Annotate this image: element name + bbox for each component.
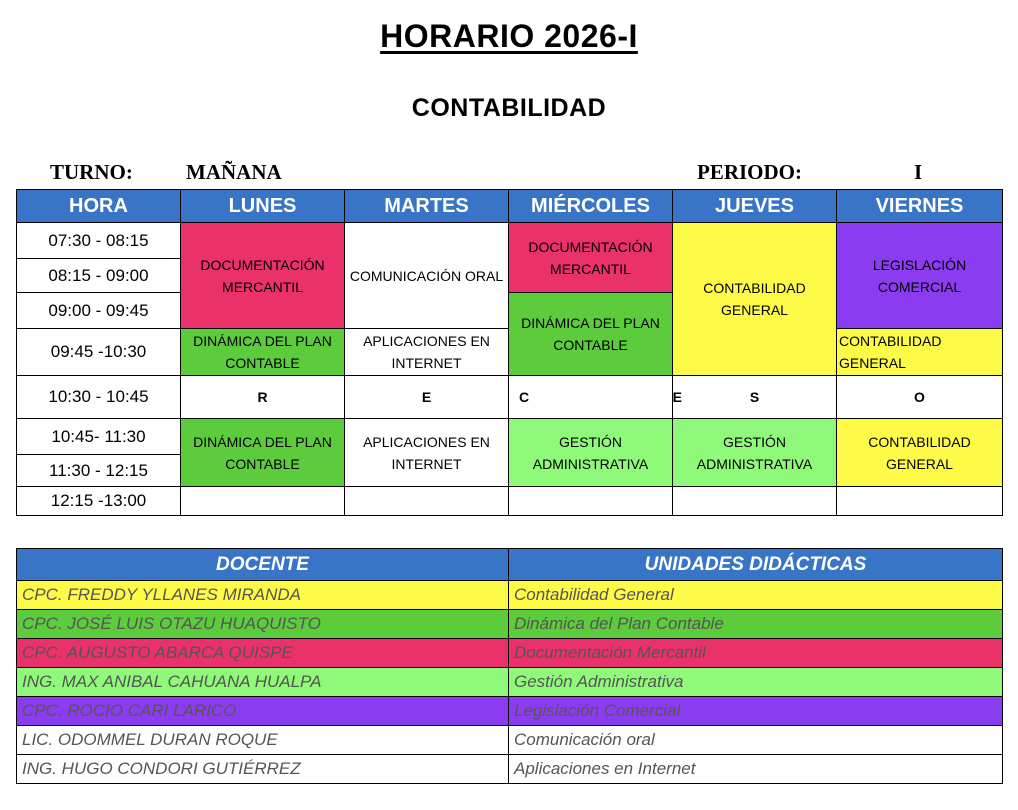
turno-value: MAÑANA [186,160,282,184]
legend-docente: CPC. ROCIO CARI LARICO [17,697,509,726]
periodo-label: PERIODO: [697,160,802,184]
recess-letter: E [345,376,509,419]
class-cell-line: CONTABILIDAD [703,280,806,296]
class-cell-miercoles-dinamica [509,293,673,376]
legend-row [17,639,1003,668]
empty-cell [345,487,509,516]
schedule-row [17,487,1003,516]
hour-cell: 09:00 - 09:45 [17,293,181,329]
class-cell-jueves-gestion [673,419,837,487]
class-cell-line: APLICACIONES EN [363,333,490,349]
recess-letter: S [673,376,837,419]
header-martes: MARTES [345,190,509,223]
class-cell-line: COMERCIAL [877,278,962,295]
class-cell-line: ADMINISTRATIVA [696,455,813,472]
class-cell-line: GESTIÓN [558,433,622,450]
class-cell-line: MERCANTIL [550,260,631,277]
legend-header-row [17,549,1003,581]
recess-letter: O [837,376,1003,419]
class-cell-line: GESTIÓN [722,433,786,450]
header-lunes: LUNES [181,190,345,223]
recess-row [17,376,1003,419]
header-unidades: UNIDADES DIDÁCTICAS [509,549,1003,581]
class-cell-lunes-documentacion [181,223,345,329]
empty-cell [509,487,673,516]
schedule-header-row [17,190,1003,223]
legend-unidad: Gestión Administrativa [509,668,1003,697]
periodo-value: I [914,160,923,184]
class-cell-viernes-legislacion [837,223,1003,329]
hour-cell: 08:15 - 09:00 [17,259,181,293]
empty-cell [837,487,1003,516]
legend-unidad: Dinámica del Plan Contable [509,610,1003,639]
hour-cell: 11:30 - 12:15 [17,455,181,487]
class-cell-miercoles-documentacion [509,223,673,293]
class-cell-line: APLICACIONES EN [363,433,490,450]
class-cell-line: DINÁMICA DEL PLAN [193,333,332,349]
legend-row [17,697,1003,726]
class-cell-line: DOCUMENTACIÓN [200,256,325,273]
class-cell-line: MERCANTIL [222,278,303,295]
legend-docente: LIC. ODOMMEL DURAN ROQUE [17,726,509,755]
class-cell-line: INTERNET [391,355,462,371]
class-cell-viernes-contabilidad [837,329,1003,376]
class-cell-line: CONTABILIDAD [839,333,942,349]
hour-cell: 09:45 -10:30 [17,329,181,376]
schedule-row [17,223,1003,259]
recess-letter-group [509,376,682,419]
header-miercoles: MIÉRCOLES [509,190,673,223]
hour-cell: 12:15 -13:00 [17,487,181,516]
header-jueves: JUEVES [673,190,837,223]
hour-cell: 10:30 - 10:45 [17,376,181,419]
class-cell-line: INTERNET [391,455,462,472]
class-cell-lunes-dinamica-2 [181,419,345,487]
legend-unidad: Aplicaciones en Internet [509,755,1003,784]
schedule-row [17,419,1003,455]
turno-label: TURNO: [50,160,133,184]
class-cell-line: DINÁMICA DEL PLAN [521,315,660,331]
legend-row [17,610,1003,639]
class-cell-line: CONTABLE [225,355,300,371]
page-subtitle: CONTABILIDAD [411,94,607,122]
class-cell-jueves-contabilidad [673,223,837,376]
legend-row [17,668,1003,697]
hour-cell: 07:30 - 08:15 [17,223,181,259]
class-cell-line: CONTABLE [553,337,628,353]
legend-docente: ING. HUGO CONDORI GUTIÉRREZ [17,755,509,784]
legend-unidad: Legislación Comercial [509,697,1003,726]
recess-letter: R [181,376,345,419]
legend-docente: CPC. JOSÉ LUIS OTAZU HUAQUISTO [17,610,509,639]
empty-cell [673,487,837,516]
legend-unidad: Documentación Mercantil [509,639,1003,668]
class-cell-martes-aplicaciones [345,329,509,376]
class-cell-line: ADMINISTRATIVA [532,455,649,472]
class-cell-martes-comunicacion: COMUNICACIÓN ORAL [345,223,509,329]
header-viernes: VIERNES [837,190,1003,223]
legend-unidad: Comunicación oral [509,726,1003,755]
class-cell-viernes-contabilidad-2 [837,419,1003,487]
recess-letter: C [519,389,530,405]
class-cell-miercoles-gestion [509,419,673,487]
class-cell-line: GENERAL [839,355,906,371]
legend-row [17,581,1003,610]
header-docente: DOCENTE [17,549,509,581]
class-cell-line: GENERAL [721,302,788,318]
class-cell-line: LEGISLACIÓN [872,256,967,273]
schedule-table [16,189,1003,516]
legend-row [17,726,1003,755]
legend-docente: CPC. AUGUSTO ABARCA QUISPE [17,639,509,668]
legend-row [17,755,1003,784]
class-cell-martes-aplicaciones-2 [345,419,509,487]
class-cell-line: CONTABILIDAD [868,433,971,450]
class-cell-lunes-dinamica [181,329,345,376]
legend-unidad: Contabilidad General [509,581,1003,610]
page-title: HORARIO 2026-I [380,18,638,54]
legend-docente: ING. MAX ANIBAL CAHUANA HUALPA [17,668,509,697]
legend-table [16,548,1003,784]
empty-cell [181,487,345,516]
class-cell-line: DINÁMICA DEL PLAN [193,433,332,450]
header-hora: HORA [17,190,181,223]
class-cell-line: GENERAL [886,455,953,472]
recess-letter: E [672,389,682,405]
legend-docente: CPC. FREDDY YLLANES MIRANDA [17,581,509,610]
class-cell-line: CONTABLE [225,455,300,472]
hour-cell: 10:45- 11:30 [17,419,181,455]
class-cell-line: DOCUMENTACIÓN [528,238,653,255]
